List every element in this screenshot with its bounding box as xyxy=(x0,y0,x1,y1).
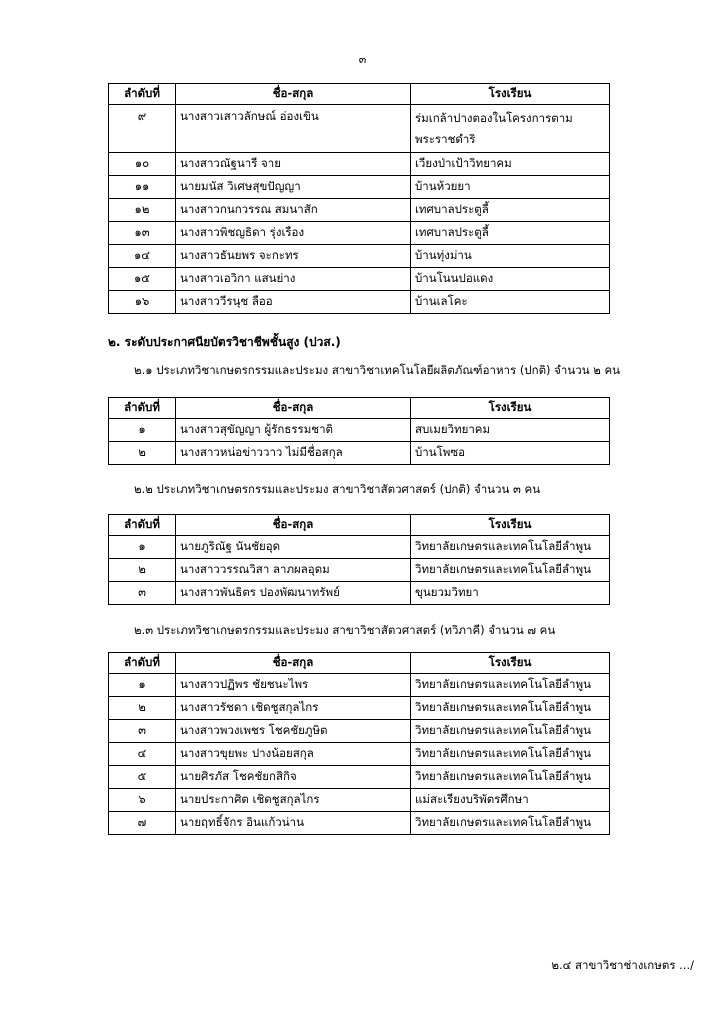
table-row xyxy=(109,222,610,245)
row-number: ๒ xyxy=(109,697,176,720)
row-number: ๑ xyxy=(109,419,176,442)
student-table-1 xyxy=(108,83,610,314)
table-row xyxy=(109,199,610,222)
subsection-2-2: ๒.๒ ประเภทวิชาเกษตรกรรมและประมง สาขาวิชาสัตวศาสตร์ (ปกติ) จำนวน ๓ คน xyxy=(134,482,541,496)
row-school: แม่สะเรียงบริพัตรศึกษา xyxy=(411,789,610,812)
row-name: นางสาวสุขัญญา ผู้รักธรรมชาติ xyxy=(176,419,411,442)
subsection-2-3: ๒.๓ ประเภทวิชาเกษตรกรรมและประมง สาขาวิชาสัตวศาสตร์ (ทวิภาคี) จำนวน ๗ คน xyxy=(134,623,556,637)
student-table-4 xyxy=(108,652,610,835)
row-name: นางสาวธันยพร จะกะทร xyxy=(176,245,411,268)
table-row xyxy=(109,812,610,835)
table-row xyxy=(109,291,610,314)
row-number: ๑๕ xyxy=(109,268,176,291)
row-name: นางสาววรรณวิสา ลาภผลอุดม xyxy=(176,559,411,582)
table-row xyxy=(109,442,610,465)
row-number: ๕ xyxy=(109,766,176,789)
header-school: โรงเรียน xyxy=(411,515,610,536)
row-number: ๒ xyxy=(109,442,176,465)
row-school: วิทยาลัยเกษตรและเทคโนโลยีลำพูน xyxy=(411,812,610,835)
student-table-3 xyxy=(108,514,610,605)
table-row xyxy=(109,720,610,743)
row-name: นางสาวรัชดา เชิดชูสกุลไกร xyxy=(176,697,411,720)
header-school: โรงเรียน xyxy=(411,653,610,674)
row-school: เวียงป่าเป้าวิทยาคม xyxy=(411,153,610,176)
table-row xyxy=(109,789,610,812)
row-school: วิทยาลัยเกษตรและเทคโนโลยีลำพูน xyxy=(411,766,610,789)
row-school: วิทยาลัยเกษตรและเทคโนโลยีลำพูน xyxy=(411,559,610,582)
row-school: บ้านโนนปอแดง xyxy=(411,268,610,291)
row-school: บ้านโพซอ xyxy=(411,442,610,465)
row-school: ขุนยวมวิทยา xyxy=(411,582,610,605)
row-name: นางสาวหน่อข่าววาว ไม่มีชื่อสกุล xyxy=(176,442,411,465)
row-name: นางสาวพันธิตร ปองพัฒนาทรัพย์ xyxy=(176,582,411,605)
header-school: โรงเรียน xyxy=(411,398,610,419)
table-header-row xyxy=(109,398,610,419)
row-name: นายประกาศิต เชิดชูสกุลไกร xyxy=(176,789,411,812)
row-name: นายมนัส วิเศษสุขปัญญา xyxy=(176,176,411,199)
row-number: ๓ xyxy=(109,720,176,743)
header-order: ลำดับที่ xyxy=(109,515,176,536)
table-row xyxy=(109,674,610,697)
table-row xyxy=(109,245,610,268)
table-row xyxy=(109,176,610,199)
row-school-line1: ร่มเกล้าปางตองในโครงการตาม xyxy=(415,111,573,125)
header-school: โรงเรียน xyxy=(411,84,610,105)
table-row xyxy=(109,105,610,153)
page-number: ๓ xyxy=(358,53,367,66)
subsection-2-1: ๒.๑ ประเภทวิชาเกษตรกรรมและประมง สาขาวิชาเทคโนโลยีผลิตภัณฑ์อาหาร (ปกติ) จำนวน ๒ คน xyxy=(134,363,620,377)
student-table-2 xyxy=(108,397,610,465)
row-name: นางสาวพวงเพชร โชคชัยภูษิต xyxy=(176,720,411,743)
row-school: วิทยาลัยเกษตรและเทคโนโลยีลำพูน xyxy=(411,743,610,766)
header-order: ลำดับที่ xyxy=(109,84,176,105)
row-school: สบเมยวิทยาคม xyxy=(411,419,610,442)
row-number: ๑๓ xyxy=(109,222,176,245)
header-order: ลำดับที่ xyxy=(109,653,176,674)
table-row xyxy=(109,697,610,720)
table-row xyxy=(109,536,610,559)
row-number: ๒ xyxy=(109,559,176,582)
row-name: นางสาวพิชญธิดา รุ่งเรือง xyxy=(176,222,411,245)
row-school: วิทยาลัยเกษตรและเทคโนโลยีลำพูน xyxy=(411,536,610,559)
row-number: ๖ xyxy=(109,789,176,812)
row-number: ๗ xyxy=(109,812,176,835)
table-row xyxy=(109,766,610,789)
row-school: วิทยาลัยเกษตรและเทคโนโลยีลำพูน xyxy=(411,720,610,743)
row-number: ๑ xyxy=(109,536,176,559)
row-school: วิทยาลัยเกษตรและเทคโนโลยีลำพูน xyxy=(411,697,610,720)
row-name: นางสาววีรนุช ลืออ xyxy=(176,291,411,314)
row-name: นายภูริณัฐ นันชัยอุด xyxy=(176,536,411,559)
row-school-line2: พระราชดำริ xyxy=(415,132,476,146)
table-row xyxy=(109,559,610,582)
header-name: ชื่อ-สกุล xyxy=(176,398,411,419)
row-school: บ้านทุ่งม่าน xyxy=(411,245,610,268)
table-row xyxy=(109,743,610,766)
row-number: ๑๒ xyxy=(109,199,176,222)
row-name: นางสาวณัฐนารี จาย xyxy=(176,153,411,176)
row-number: ๑๐ xyxy=(109,153,176,176)
row-number: ๔ xyxy=(109,743,176,766)
table-row xyxy=(109,419,610,442)
row-number: ๑๖ xyxy=(109,291,176,314)
header-name: ชื่อ-สกุล xyxy=(176,515,411,536)
row-number: ๑ xyxy=(109,674,176,697)
row-school xyxy=(411,105,610,153)
continuation-footer: ๒.๔ สาขาวิชาช่างเกษตร .../ xyxy=(551,958,694,972)
header-name: ชื่อ-สกุล xyxy=(176,84,411,105)
row-school: เทศบาลประตูลี้ xyxy=(411,199,610,222)
row-name: นางสาวขุยพะ ปางน้อยสกุล xyxy=(176,743,411,766)
section-2-heading: ๒. ระดับประกาศนียบัตรวิชาชีพชั้นสูง (ปวส.) xyxy=(108,335,341,349)
row-number: ๙ xyxy=(109,105,176,153)
row-number: ๑๔ xyxy=(109,245,176,268)
table-header-row xyxy=(109,515,610,536)
row-school: วิทยาลัยเกษตรและเทคโนโลยีลำพูน xyxy=(411,674,610,697)
table-row xyxy=(109,153,610,176)
row-name: นางสาวเสาวลักษณ์ อ่องเขิน xyxy=(176,105,411,153)
row-name: นางสาวกนกวรรณ สมนาสัก xyxy=(176,199,411,222)
header-name: ชื่อ-สกุล xyxy=(176,653,411,674)
row-number: ๓ xyxy=(109,582,176,605)
row-name: นางสาวปฏิพร ชัยชนะไพร xyxy=(176,674,411,697)
table-row xyxy=(109,268,610,291)
header-order: ลำดับที่ xyxy=(109,398,176,419)
row-number: ๑๑ xyxy=(109,176,176,199)
row-name: นางสาวเอวิกา แสนย่าง xyxy=(176,268,411,291)
row-school: บ้านห้วยยา xyxy=(411,176,610,199)
row-school: บ้านเลโคะ xyxy=(411,291,610,314)
row-name: นายฤทธิ์จักร อินแก้วน่าน xyxy=(176,812,411,835)
table-header-row xyxy=(109,653,610,674)
table-header-row xyxy=(109,84,610,105)
table-row xyxy=(109,582,610,605)
row-school: เทศบาลประตูลี้ xyxy=(411,222,610,245)
row-name: นายศิรภัส โชคชัยกสิกิจ xyxy=(176,766,411,789)
